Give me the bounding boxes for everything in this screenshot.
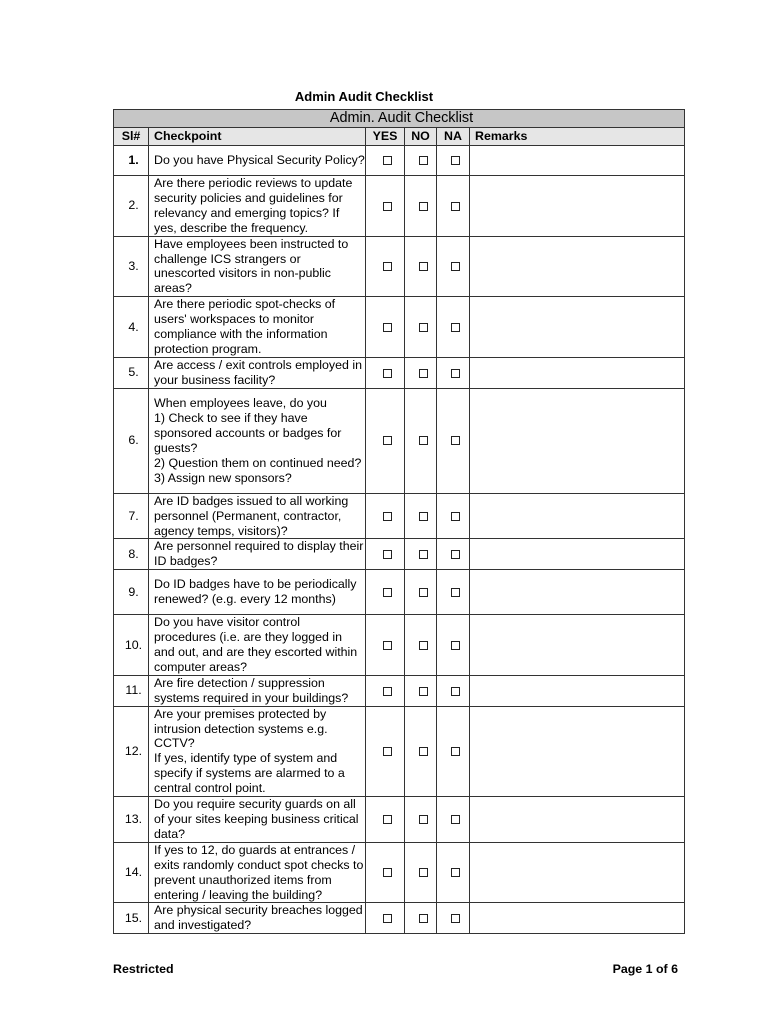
no-cell bbox=[405, 297, 437, 358]
na-cell bbox=[437, 675, 470, 706]
remarks-cell[interactable] bbox=[470, 493, 685, 539]
no-cell bbox=[405, 615, 437, 676]
table-row bbox=[114, 539, 685, 570]
remarks-cell[interactable] bbox=[470, 570, 685, 615]
na-checkbox[interactable] bbox=[451, 436, 460, 445]
yes-cell bbox=[366, 388, 405, 493]
na-checkbox[interactable] bbox=[451, 747, 460, 756]
no-checkbox[interactable] bbox=[419, 868, 428, 877]
row-number: 5. bbox=[114, 357, 149, 388]
yes-checkbox[interactable] bbox=[383, 588, 392, 597]
yes-checkbox[interactable] bbox=[383, 512, 392, 521]
yes-checkbox[interactable] bbox=[383, 641, 392, 650]
remarks-cell[interactable] bbox=[470, 539, 685, 570]
table-row bbox=[114, 842, 685, 903]
no-checkbox[interactable] bbox=[419, 815, 428, 824]
no-checkbox[interactable] bbox=[419, 262, 428, 271]
no-checkbox[interactable] bbox=[419, 914, 428, 923]
na-checkbox[interactable] bbox=[451, 202, 460, 211]
no-cell bbox=[405, 388, 437, 493]
header-checkpoint: Checkpoint bbox=[149, 128, 366, 146]
row-number: 8. bbox=[114, 539, 149, 570]
no-checkbox[interactable] bbox=[419, 512, 428, 521]
table-banner: Admin. Audit Checklist bbox=[114, 110, 685, 128]
yes-cell bbox=[366, 842, 405, 903]
no-checkbox[interactable] bbox=[419, 202, 428, 211]
yes-cell bbox=[366, 706, 405, 796]
no-cell bbox=[405, 146, 437, 176]
no-cell bbox=[405, 842, 437, 903]
table-row bbox=[114, 236, 685, 297]
table-row bbox=[114, 675, 685, 706]
yes-cell bbox=[366, 797, 405, 843]
na-cell bbox=[437, 903, 470, 934]
row-number: 2. bbox=[114, 176, 149, 237]
checkpoint-text: Do you have Physical Security Policy? bbox=[149, 146, 366, 176]
na-checkbox[interactable] bbox=[451, 262, 460, 271]
na-cell bbox=[437, 388, 470, 493]
yes-cell bbox=[366, 615, 405, 676]
remarks-cell[interactable] bbox=[470, 357, 685, 388]
checkpoint-text: Are there periodic spot-checks of users' workspaces to monitor compliance with the information protection program. bbox=[149, 297, 366, 358]
yes-cell bbox=[366, 903, 405, 934]
table-row bbox=[114, 146, 685, 176]
checkpoint-text: Have employees been instructed to challenge ICS strangers or unescorted visitors in non-public areas? bbox=[149, 236, 366, 297]
footer-classification: Restricted bbox=[113, 962, 174, 976]
row-number: 3. bbox=[114, 236, 149, 297]
footer-page-number: Page 1 of 6 bbox=[612, 962, 678, 976]
row-number: 13. bbox=[114, 797, 149, 843]
yes-checkbox[interactable] bbox=[383, 202, 392, 211]
na-checkbox[interactable] bbox=[451, 868, 460, 877]
na-cell bbox=[437, 539, 470, 570]
no-checkbox[interactable] bbox=[419, 323, 428, 332]
checkpoint-text: Are physical security breaches logged and investigated? bbox=[149, 903, 366, 934]
row-number: 11. bbox=[114, 675, 149, 706]
yes-checkbox[interactable] bbox=[383, 262, 392, 271]
no-checkbox[interactable] bbox=[419, 588, 428, 597]
no-cell bbox=[405, 493, 437, 539]
na-checkbox[interactable] bbox=[451, 323, 460, 332]
no-cell bbox=[405, 570, 437, 615]
na-checkbox[interactable] bbox=[451, 156, 460, 165]
row-number: 6. bbox=[114, 388, 149, 493]
table-header-row bbox=[114, 128, 685, 146]
no-cell bbox=[405, 903, 437, 934]
no-checkbox[interactable] bbox=[419, 156, 428, 165]
checkpoint-text: Are personnel required to display their ID badges? bbox=[149, 539, 366, 570]
row-number: 1. bbox=[114, 146, 149, 176]
yes-checkbox[interactable] bbox=[383, 436, 392, 445]
remarks-cell[interactable] bbox=[470, 176, 685, 237]
yes-cell bbox=[366, 675, 405, 706]
header-remarks: Remarks bbox=[470, 128, 685, 146]
checkpoint-text: If yes to 12, do guards at entrances / exits randomly conduct spot checks to prevent unauthorized items from entering / leaving the building? bbox=[149, 842, 366, 903]
page-title: Admin Audit Checklist bbox=[294, 89, 434, 104]
row-number: 14. bbox=[114, 842, 149, 903]
yes-cell bbox=[366, 176, 405, 237]
row-number: 4. bbox=[114, 297, 149, 358]
remarks-cell[interactable] bbox=[470, 797, 685, 843]
table-row bbox=[114, 176, 685, 237]
no-cell bbox=[405, 539, 437, 570]
header-na: NA bbox=[437, 128, 470, 146]
yes-cell bbox=[366, 297, 405, 358]
yes-checkbox[interactable] bbox=[383, 914, 392, 923]
table-row bbox=[114, 297, 685, 358]
table-row bbox=[114, 357, 685, 388]
no-checkbox[interactable] bbox=[419, 747, 428, 756]
na-checkbox[interactable] bbox=[451, 641, 460, 650]
table-row bbox=[114, 615, 685, 676]
na-cell bbox=[437, 706, 470, 796]
yes-cell bbox=[366, 570, 405, 615]
table-row bbox=[114, 388, 685, 493]
na-cell bbox=[437, 797, 470, 843]
checkpoint-text: Are access / exit controls employed in your business facility? bbox=[149, 357, 366, 388]
na-cell bbox=[437, 297, 470, 358]
no-cell bbox=[405, 176, 437, 237]
no-checkbox[interactable] bbox=[419, 550, 428, 559]
no-checkbox[interactable] bbox=[419, 369, 428, 378]
na-checkbox[interactable] bbox=[451, 369, 460, 378]
header-sl: Sl# bbox=[114, 128, 149, 146]
table-row bbox=[114, 903, 685, 934]
no-cell bbox=[405, 675, 437, 706]
yes-cell bbox=[366, 539, 405, 570]
checkpoint-text: When employees leave, do you 1) Check to see if they have sponsored accounts or badges for guests? 2) Question them on continued need? 3) Assign new sponsors? bbox=[149, 388, 366, 493]
yes-checkbox[interactable] bbox=[383, 323, 392, 332]
na-checkbox[interactable] bbox=[451, 914, 460, 923]
na-cell bbox=[437, 842, 470, 903]
yes-checkbox[interactable] bbox=[383, 687, 392, 696]
yes-checkbox[interactable] bbox=[383, 815, 392, 824]
checkpoint-text: Do ID badges have to be periodically renewed? (e.g. every 12 months) bbox=[149, 570, 366, 615]
no-cell bbox=[405, 797, 437, 843]
checkpoint-text: Are fire detection / suppression systems required in your buildings? bbox=[149, 675, 366, 706]
checkpoint-text: Are your premises protected by intrusion detection systems e.g. CCTV? If yes, identify type of system and specify if systems are alarmed to a central control point. bbox=[149, 706, 366, 796]
row-number: 7. bbox=[114, 493, 149, 539]
row-number: 12. bbox=[114, 706, 149, 796]
header-yes: YES bbox=[366, 128, 405, 146]
remarks-cell[interactable] bbox=[470, 842, 685, 903]
na-cell bbox=[437, 357, 470, 388]
na-checkbox[interactable] bbox=[451, 550, 460, 559]
audit-checklist-table bbox=[113, 109, 685, 934]
yes-checkbox[interactable] bbox=[383, 747, 392, 756]
header-no: NO bbox=[405, 128, 437, 146]
no-checkbox[interactable] bbox=[419, 687, 428, 696]
remarks-cell[interactable] bbox=[470, 388, 685, 493]
remarks-cell[interactable] bbox=[470, 236, 685, 297]
checkpoint-text: Are there periodic reviews to update security policies and guidelines for relevancy and emerging topics? If yes, describe the frequency. bbox=[149, 176, 366, 237]
row-number: 9. bbox=[114, 570, 149, 615]
yes-cell bbox=[366, 357, 405, 388]
checkpoint-text: Do you require security guards on all of your sites keeping business critical data? bbox=[149, 797, 366, 843]
table-row bbox=[114, 797, 685, 843]
na-checkbox[interactable] bbox=[451, 588, 460, 597]
no-cell bbox=[405, 706, 437, 796]
na-checkbox[interactable] bbox=[451, 815, 460, 824]
remarks-cell[interactable] bbox=[470, 297, 685, 358]
yes-checkbox[interactable] bbox=[383, 868, 392, 877]
na-cell bbox=[437, 146, 470, 176]
yes-cell bbox=[366, 146, 405, 176]
yes-cell bbox=[366, 493, 405, 539]
yes-checkbox[interactable] bbox=[383, 156, 392, 165]
no-checkbox[interactable] bbox=[419, 641, 428, 650]
na-checkbox[interactable] bbox=[451, 687, 460, 696]
row-number: 15. bbox=[114, 903, 149, 934]
remarks-cell[interactable] bbox=[470, 903, 685, 934]
na-cell bbox=[437, 236, 470, 297]
yes-checkbox[interactable] bbox=[383, 369, 392, 378]
yes-checkbox[interactable] bbox=[383, 550, 392, 559]
yes-cell bbox=[366, 236, 405, 297]
na-cell bbox=[437, 176, 470, 237]
na-cell bbox=[437, 493, 470, 539]
remarks-cell[interactable] bbox=[470, 706, 685, 796]
remarks-cell[interactable] bbox=[470, 615, 685, 676]
table-row bbox=[114, 570, 685, 615]
remarks-cell[interactable] bbox=[470, 675, 685, 706]
checkpoint-text: Do you have visitor control procedures (i.e. are they logged in and out, and are they escorted within computer areas? bbox=[149, 615, 366, 676]
table-row bbox=[114, 493, 685, 539]
checkpoint-text: Are ID badges issued to all working personnel (Permanent, contractor, agency temps, visitors)? bbox=[149, 493, 366, 539]
table-row bbox=[114, 706, 685, 796]
na-checkbox[interactable] bbox=[451, 512, 460, 521]
na-cell bbox=[437, 615, 470, 676]
remarks-cell[interactable] bbox=[470, 146, 685, 176]
na-cell bbox=[437, 570, 470, 615]
no-cell bbox=[405, 357, 437, 388]
row-number: 10. bbox=[114, 615, 149, 676]
no-checkbox[interactable] bbox=[419, 436, 428, 445]
no-cell bbox=[405, 236, 437, 297]
